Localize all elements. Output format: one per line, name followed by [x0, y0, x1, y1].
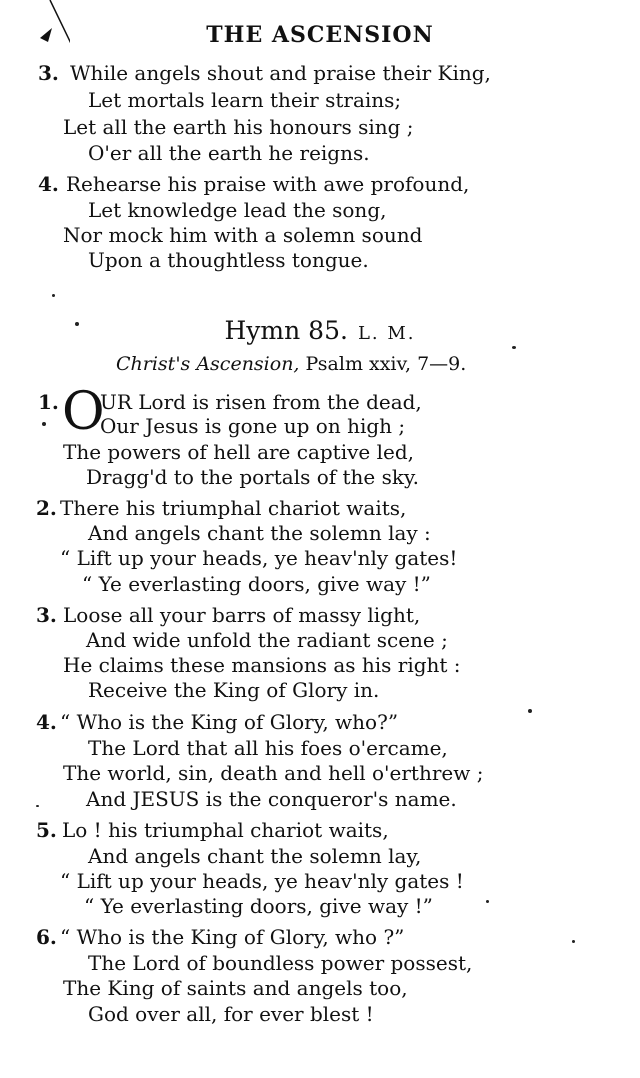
stanza-number: 3. [38, 61, 59, 85]
verse-line: The King of saints and angels too, [63, 976, 408, 1000]
verse-line: Upon a thoughtless tongue. [88, 248, 369, 272]
verse-line: Let all the earth his honours sing ; [63, 115, 414, 139]
print-speck [572, 940, 575, 943]
stanza-number: 4. [38, 172, 59, 196]
print-speck [52, 294, 55, 297]
stanza-number: 2. [36, 496, 57, 520]
verse-line: There his triumphal chariot waits, [60, 496, 407, 520]
verse-line: God over all, for ever blest ! [88, 1002, 374, 1026]
verse-line: Loose all your barrs of massy light, [63, 603, 421, 627]
verse-line: The Lord that all his foes o'ercame, [88, 736, 448, 760]
hymn-subtitle [116, 353, 466, 375]
verse-line: Receive the King of Glory in. [88, 678, 380, 702]
print-speck [75, 322, 79, 326]
verse-line: And angels chant the solemn lay : [88, 521, 431, 545]
stanza-number: 4. [36, 710, 57, 734]
verse-line: “ Ye everlasting doors, give way !” [84, 894, 433, 918]
verse-line: “ Who is the King of Glory, who?” [60, 710, 399, 734]
print-speck [512, 346, 516, 349]
verse-line: UR Lord is risen from the dead, [100, 390, 422, 414]
verse-line: Let knowledge lead the song, [88, 198, 387, 222]
subtitle-topic: Christ's Ascension, [116, 353, 300, 375]
verse-line: “ Lift up your heads, ye heav'nly gates! [60, 546, 458, 570]
verse-line: And wide unfold the radiant scene ; [86, 628, 448, 652]
verse-line: The world, sin, death and hell o'erthrew ; [63, 761, 484, 785]
stanza-number: 1. [38, 390, 59, 414]
verse-line: Let mortals learn their strains; [88, 88, 402, 112]
verse-line: Rehearse his praise with awe profound, [66, 172, 470, 196]
running-head: THE ASCENSION [206, 22, 434, 48]
subtitle-reference: Psalm xxiv, 7—9. [305, 353, 467, 375]
verse-line: And JESUS is the conqueror's name. [86, 787, 457, 811]
print-speck [36, 805, 39, 807]
stanza-number: 6. [36, 925, 57, 949]
verse-line: Nor mock him with a solemn sound [63, 223, 423, 247]
verse-line: And angels chant the solemn lay, [88, 844, 422, 868]
verse-line: The Lord of boundless power possest, [88, 951, 473, 975]
stanza-number: 5. [36, 818, 57, 842]
verse-line: “ Ye everlasting doors, give way !” [82, 572, 431, 596]
verse-line: “ Lift up your heads, ye heav'nly gates ! [60, 869, 464, 893]
hymn-number: Hymn 85. [224, 316, 348, 345]
verse-line: He claims these mansions as his right : [63, 653, 461, 677]
drop-capital: O [62, 382, 105, 442]
verse-line: O'er all the earth he reigns. [88, 141, 370, 165]
verse-line: Lo ! his triumphal chariot waits, [62, 818, 389, 842]
verse-line: While angels shout and praise their King, [70, 61, 491, 85]
verse-line: “ Who is the King of Glory, who ?” [60, 925, 405, 949]
print-speck [42, 422, 46, 426]
hymn-title [0, 316, 640, 345]
print-speck [528, 709, 532, 713]
hymn-meter: L. M. [357, 323, 416, 344]
stanza-number: 3. [36, 603, 57, 627]
verse-line: Dragg'd to the portals of the sky. [86, 465, 420, 489]
verse-line: The powers of hell are captive led, [63, 440, 414, 464]
print-speck [486, 900, 489, 903]
verse-line: Our Jesus is gone up on high ; [100, 414, 406, 438]
